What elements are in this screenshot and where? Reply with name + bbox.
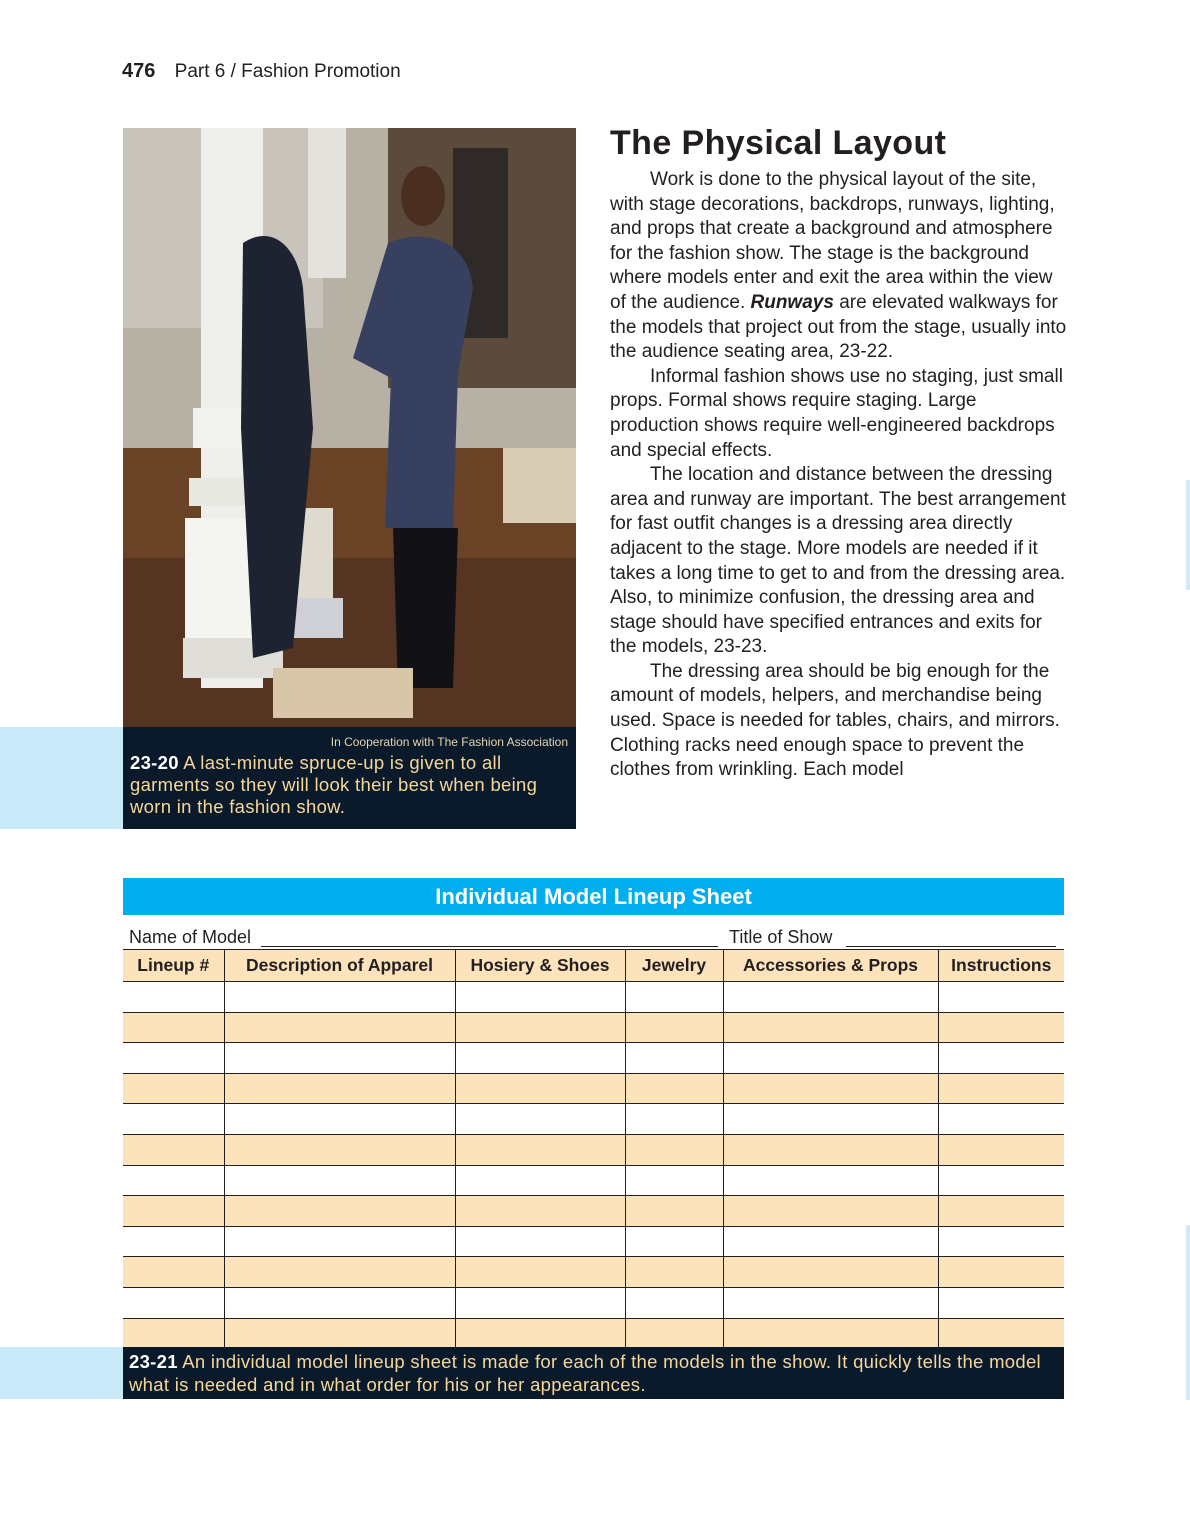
table-cell[interactable] [123,982,224,1013]
table-cell[interactable] [123,1226,224,1257]
table-cell[interactable] [455,1073,625,1104]
table-cell[interactable] [723,1196,938,1227]
title-of-show-label: Title of Show [729,927,833,947]
paragraph-3: The location and distance between the dressing area and runway are important. The best arrangement for fast outfit changes is a dressing area directly adjacent to the stage. More models are needed if it takes a long time to get to and from the dressing area. Also, to minimize confusion, the dressing area and stage should have specified entrances and exits for the models, 23-23. [610,464,1066,658]
paragraph-2: Informal fashion shows use no staging, just small props. Formal shows require staging. Large production shows require well-engineered backdrops and special effects. [610,365,1063,461]
table-cell[interactable] [625,982,723,1013]
table-cell[interactable] [455,1257,625,1288]
table-cell[interactable] [455,1226,625,1257]
margin-tab-lower [0,1347,123,1399]
table-cell[interactable] [123,1073,224,1104]
table-cell[interactable] [723,1226,938,1257]
table-cell[interactable] [723,1012,938,1043]
table-row [123,1043,1064,1074]
table-cell[interactable] [723,1134,938,1165]
caption-body: An individual model lineup sheet is made for each of the models in the show. It quickly tells the model what is needed and in what order for his or her appearances. [129,1351,1041,1395]
name-of-model-line [261,946,718,947]
column-header: Jewelry [625,950,723,982]
table-cell[interactable] [625,1226,723,1257]
table-cell[interactable] [224,1257,455,1288]
table-cell[interactable] [938,1226,1064,1257]
table-cell[interactable] [224,1012,455,1043]
edge-mark-lower [1186,1225,1190,1400]
table-header-row [123,950,1064,982]
table-row [123,1165,1064,1196]
table-cell[interactable] [938,1104,1064,1135]
table-cell[interactable] [625,1318,723,1349]
table-row [123,1104,1064,1135]
paragraph-1-continued: are elevated walkways for the models that project out from the stage, usually into the audience seating area, 23-22. [610,291,1067,363]
table-row [123,1226,1064,1257]
margin-tab-upper [0,727,123,829]
table-row [123,1134,1064,1165]
table-cell[interactable] [938,1134,1064,1165]
table-cell[interactable] [224,1134,455,1165]
table-cell[interactable] [224,1165,455,1196]
table-cell[interactable] [938,1287,1064,1318]
table-cell[interactable] [224,1073,455,1104]
table-cell[interactable] [455,1318,625,1349]
table-cell[interactable] [938,982,1064,1013]
name-of-model-label: Name of Model [129,927,252,947]
table-row [123,982,1064,1013]
table-row [123,1073,1064,1104]
table-row [123,1318,1064,1349]
table-cell[interactable] [224,1104,455,1135]
table-cell[interactable] [938,1165,1064,1196]
caption-body: A last-minute spruce-up is given to all garments so they will look their best when being worn in the fashion show. [130,752,538,817]
title-of-show-line [846,946,1056,947]
table-cell[interactable] [455,1043,625,1074]
paragraph-4: The dressing area should be big enough for the amount of models, helpers, and merchandise being used. Space is needed for tables, chairs, and mirrors. Clothing racks need enough space to prevent the clothes from wrinkling. Each model [610,660,1060,781]
photo-credit: In Cooperation with The Fashion Association [330,735,568,749]
table-cell[interactable] [455,1134,625,1165]
column-header: Description of Apparel [224,950,455,982]
table-cell[interactable] [938,1043,1064,1074]
section-label: Part 6 / Fashion Promotion [174,61,401,82]
table-cell[interactable] [455,1104,625,1135]
column-header: Hosiery & Shoes [455,950,625,982]
table-cell[interactable] [455,1287,625,1318]
paragraph-1-text: Work is done to the physical layout of the site, with stage decorations, backdrops, runways, lighting, and props that create a background and atmosphere for the fashion show. The stage is the background where models enter and exit the area within the view of the audience. [610,169,1055,313]
table-cell[interactable] [625,1257,723,1288]
table-cell[interactable] [625,1104,723,1135]
table-cell[interactable] [224,1287,455,1318]
table-cell[interactable] [625,1012,723,1043]
table-cell[interactable] [224,982,455,1013]
dressing-room-photo [123,128,576,727]
photo-illustration [123,128,576,727]
table-cell[interactable] [455,982,625,1013]
table-cell[interactable] [723,1257,938,1288]
key-term-runways: Runways [750,291,834,313]
table-cell[interactable] [938,1073,1064,1104]
table-row [123,1257,1064,1288]
lineup-table [123,949,1064,1349]
table-cell[interactable] [723,1073,938,1104]
table-cell[interactable] [123,1318,224,1349]
table-cell[interactable] [455,1012,625,1043]
table-cell[interactable] [123,1165,224,1196]
table-row [123,1012,1064,1043]
table-cell[interactable] [224,1226,455,1257]
table-cell[interactable] [723,1043,938,1074]
table-cell[interactable] [455,1196,625,1227]
table-cell[interactable] [625,1134,723,1165]
column-header: Accessories & Props [723,950,938,982]
table-cell[interactable] [123,1134,224,1165]
lineup-table-body [123,982,1064,1349]
table-cell[interactable] [123,1196,224,1227]
table-cell[interactable] [123,1104,224,1135]
figure-caption-23-21 [123,1347,1064,1399]
table-cell[interactable] [123,1287,224,1318]
table-cell[interactable] [723,1318,938,1349]
figure-number: 23-20 [130,752,179,773]
table-cell[interactable] [123,1043,224,1074]
table-cell[interactable] [224,1043,455,1074]
edge-mark-upper [1186,480,1190,590]
page-number: 476 [122,60,156,82]
table-cell[interactable] [723,1104,938,1135]
column-header: Instructions [938,950,1064,982]
table-cell[interactable] [625,1196,723,1227]
table-cell[interactable] [224,1318,455,1349]
section-title: The Physical Layout [610,124,947,162]
figure-caption-23-20 [123,727,576,829]
running-head [122,60,401,83]
caption-text [130,752,568,818]
table-cell[interactable] [723,1165,938,1196]
table-cell[interactable] [123,1012,224,1043]
lineup-sheet-fields [123,915,1064,949]
table-cell[interactable] [455,1165,625,1196]
table-cell[interactable] [625,1073,723,1104]
table-cell[interactable] [938,1012,1064,1043]
table-cell[interactable] [224,1196,455,1227]
table-cell[interactable] [625,1287,723,1318]
lineup-sheet [123,878,1064,1349]
table-cell[interactable] [625,1043,723,1074]
table-row [123,1196,1064,1227]
table-cell[interactable] [938,1196,1064,1227]
lineup-sheet-title: Individual Model Lineup Sheet [123,878,1064,915]
article-body [610,168,1070,783]
paragraph-1 [610,168,1070,365]
table-cell[interactable] [938,1257,1064,1288]
table-cell[interactable] [938,1318,1064,1349]
table-cell[interactable] [723,1287,938,1318]
figure-number: 23-21 [129,1351,178,1372]
table-cell[interactable] [123,1257,224,1288]
table-row [123,1287,1064,1318]
column-header: Lineup # [123,950,224,982]
table-cell[interactable] [625,1165,723,1196]
table-cell[interactable] [723,982,938,1013]
